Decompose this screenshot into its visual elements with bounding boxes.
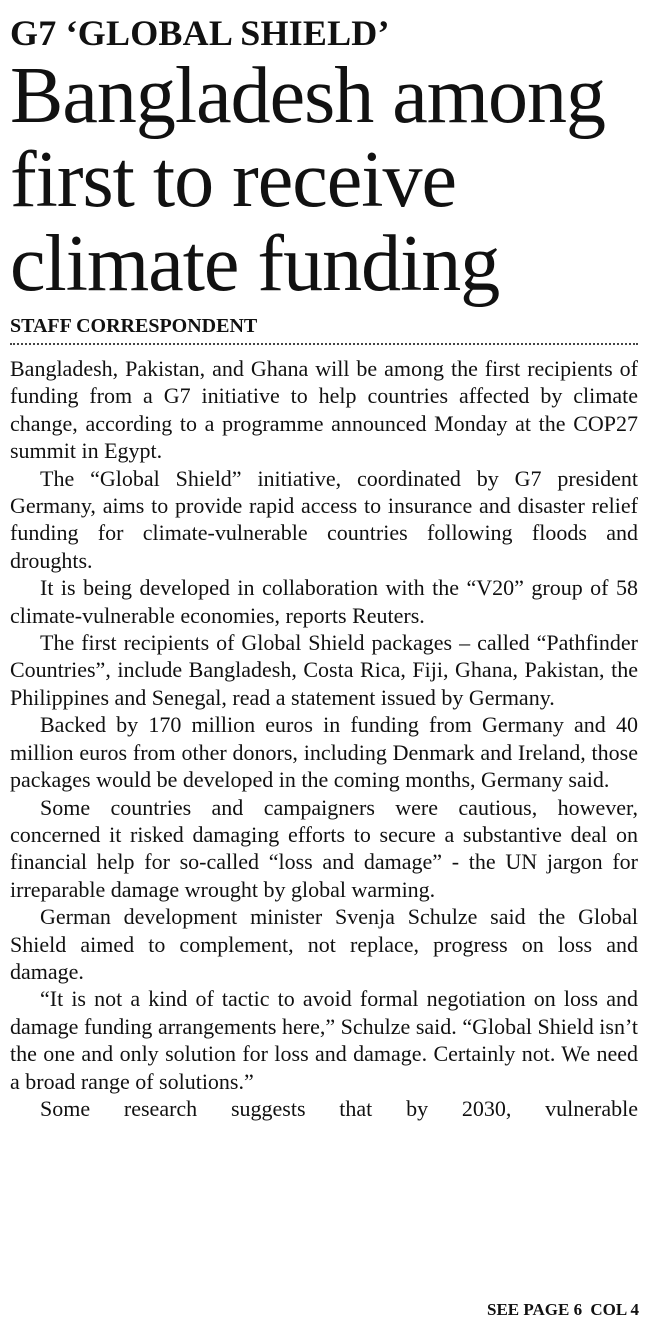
paragraph: German development minister Svenja Schulze said the Global Shield aimed to complement, not replace, progress on loss and damage. <box>10 904 638 984</box>
headline-line-1: Bangladesh among <box>10 52 605 140</box>
paragraph: It is being developed in collaboration with the “V20” group of 58 climate-vulnerable economies, reports Reuters. <box>10 575 638 628</box>
byline: STAFF CORRESPONDENT <box>10 315 258 337</box>
article-body <box>10 355 638 1122</box>
kicker: G7 ‘GLOBAL SHIELD’ <box>10 13 390 53</box>
dotted-divider <box>10 343 638 345</box>
headline-line-2: first to receive <box>10 136 456 224</box>
headline-line-3: climate funding <box>10 220 500 308</box>
jump-page: SEE PAGE 6 <box>487 1300 583 1319</box>
paragraph: The first recipients of Global Shield packages – called “Pathfinder Countries”, include Bangladesh, Costa Rica, Fiji, Ghana, Pakistan, the Philippines and Senegal, read a statement issued by Germany. <box>10 630 638 710</box>
news-article <box>10 12 638 1328</box>
paragraph: Backed by 170 million euros in funding from Germany and 40 million euros from other donors, including Denmark and Ireland, those packages would be developed in the coming months, Germany said. <box>10 712 638 793</box>
paragraph: Bangladesh, Pakistan, and Ghana will be among the first recipients of funding from a G7 initiative to help countries affected by climate change, according to a programme announced Monday at the COP27 summit in Egypt. <box>10 356 638 464</box>
paragraph: The “Global Shield” initiative, coordinated by G7 president Germany, aims to provide rapid access to insurance and disaster relief funding for climate-vulnerable countries following floods and droughts. <box>10 465 638 573</box>
continued-jump-line <box>483 1300 639 1320</box>
jump-col: COL 4 <box>590 1300 639 1319</box>
headline <box>10 54 638 306</box>
paragraph: “It is not a kind of tactic to avoid formal negotiation on loss and damage funding arrangements here,” Schulze said. “Global Shield isn’t the one and only solution for loss and damage. Certainly not. We need a broad range of solutions.” <box>10 986 638 1094</box>
paragraph: Some research suggests that by 2030, vulnerable <box>40 1095 638 1121</box>
paragraph: Some countries and campaigners were cautious, however, concerned it risked damaging efforts to secure a substantive deal on financial help for so-called “loss and damage” - the UN jargon for irreparable damage wrought by global warming. <box>10 794 638 902</box>
